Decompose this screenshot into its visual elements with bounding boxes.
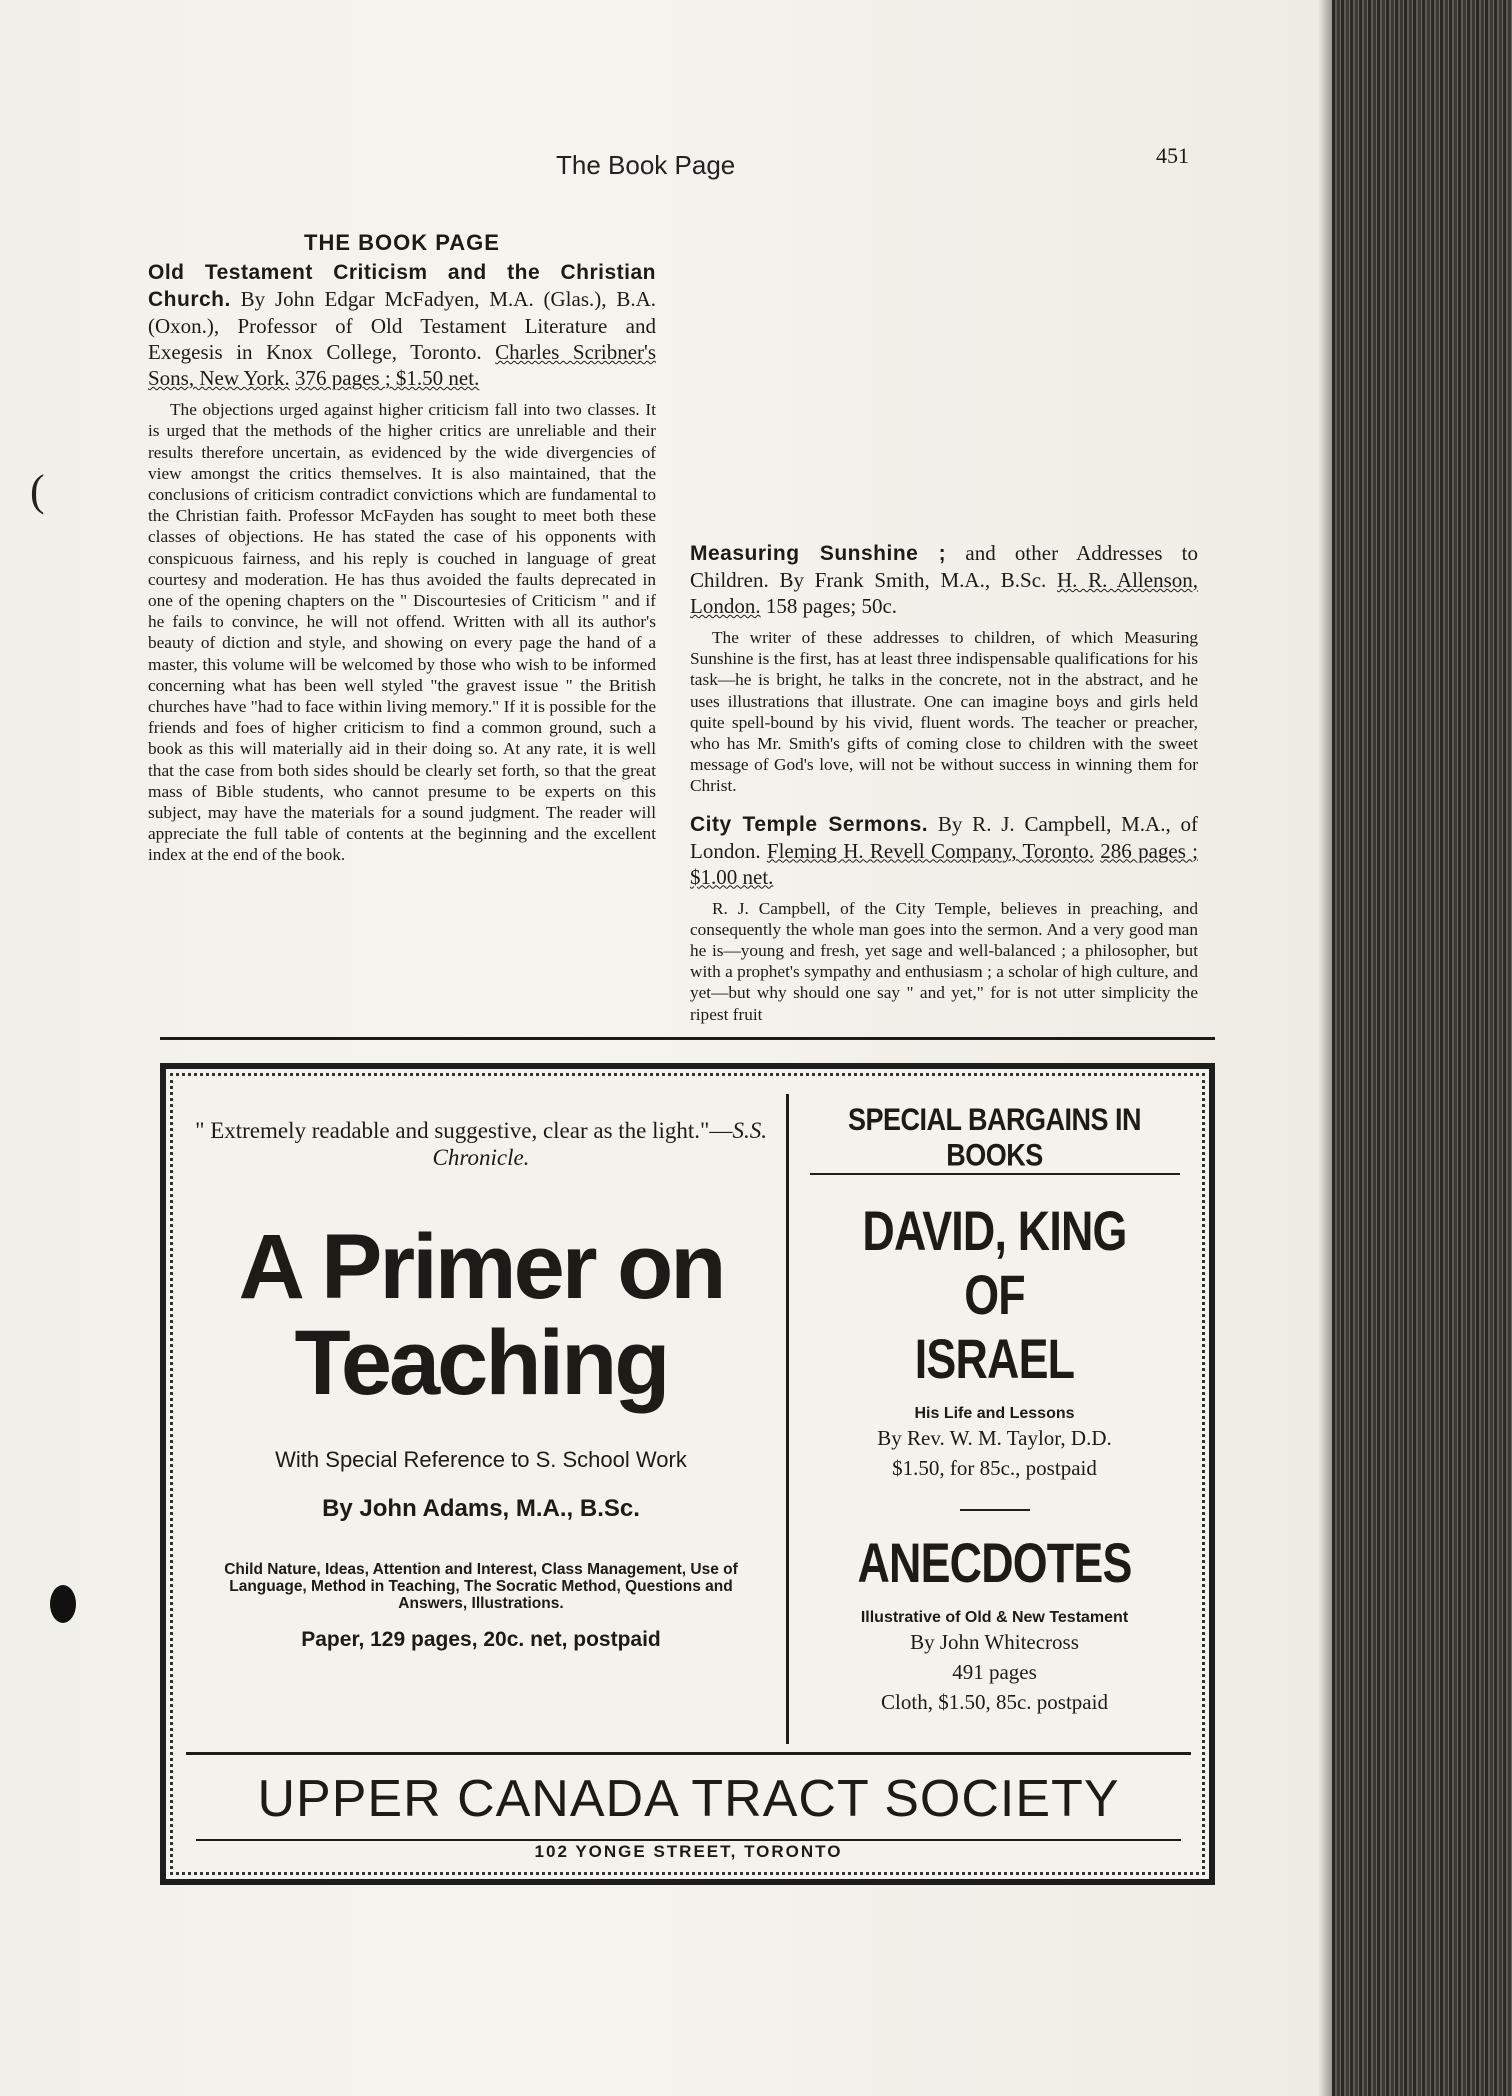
- society-address: 102 YONGE STREET, TORONTO: [534, 1842, 843, 1861]
- book2-price: Cloth, $1.50, 85c. postpaid: [881, 1690, 1108, 1714]
- review-publisher: Charles Scribner's Sons, New York.: [148, 340, 656, 391]
- book2-pages: 491 pages: [952, 1660, 1037, 1684]
- review-details: By John Edgar McFadyen, M.A. (Glas.), B.A. (Oxon.), Professor of Old Testament Literature and Exegesis in Knox College, Toronto.: [148, 287, 657, 365]
- book1-subtitle: His Life and Lessons: [914, 1405, 1075, 1422]
- right-column: [690, 212, 1198, 1039]
- book2-author: By John Whitecross: [910, 1630, 1079, 1654]
- book2-title: ANECDOTES: [857, 1531, 1132, 1594]
- quote-source: S.S. Chronicle.: [432, 1118, 767, 1170]
- book-page-edges: [1332, 0, 1512, 2096]
- review-publisher: Fleming H. Revell Company, Toronto.: [766, 838, 1094, 863]
- book1-title: [841, 1199, 1149, 1391]
- book1-author: By Rev. W. M. Taylor, D.D.: [877, 1426, 1112, 1450]
- book1-title-line-2: ISRAEL: [914, 1327, 1075, 1390]
- primer-title: [186, 1216, 776, 1414]
- primer-ad: [186, 1117, 776, 1652]
- society-underline: [196, 1839, 1181, 1841]
- review-title: Measuring Sunshine ;: [690, 542, 947, 565]
- society-name: UPPER CANADA TRACT SOCIETY: [257, 1770, 1120, 1828]
- review-price: 286 pages ; $1.00 net.: [690, 838, 1199, 889]
- left-column: [148, 232, 656, 880]
- section-title: THE BOOK PAGE: [304, 230, 500, 255]
- book1-price: $1.50, for 85c., postpaid: [892, 1456, 1097, 1480]
- review-price: 158 pages; 50c.: [765, 594, 898, 618]
- review-details: By R. J. Campbell, M.A., of London.: [690, 811, 1199, 863]
- ad-vertical-divider: [786, 1094, 789, 1744]
- review-title: City Temple Sermons.: [690, 812, 929, 836]
- running-head: The Book Page: [556, 150, 736, 180]
- primer-price: Paper, 129 pages, 20c. net, postpaid: [301, 1628, 661, 1651]
- primer-title-line-2: Teaching: [294, 1312, 668, 1414]
- review-heading-2: [690, 540, 1198, 619]
- bargains-ad: [802, 1102, 1187, 1717]
- review-title: Old Testament Criticism and the Christian Church.: [148, 261, 656, 312]
- primer-quote: [186, 1117, 776, 1171]
- review-heading-3: [690, 811, 1198, 890]
- continued-text-spacer: [690, 212, 1198, 540]
- book1-title-line-1: DAVID, KING OF: [862, 1199, 1127, 1326]
- bargains-heading: SPECIAL BARGAINS IN BOOKS: [847, 1102, 1142, 1173]
- page-number: 451: [1156, 143, 1189, 168]
- book2-subtitle: Illustrative of Old & New Testament: [860, 1609, 1129, 1626]
- review-body-1: The objections urged against higher criticism fall into two classes. It is urged that the methods of the higher critics are unreliable and their results therefore uncertain, as evidenced by the wide divergencies of view amongst the critics themselves. It is also maintained, that the conclusions of criticism contradict convictions which are fundamental to the Christian faith. Professor McFayden has sought to meet both these classes of objections. He has stated the case of his opponents with conspicuous fairness, and his reply is couched in language of great courtesy and moderation. He has thus avoided the faults deprecated in one of the opening chapters on the " Discourtesies of Criticism " and if he fails to convince, he will not offend. Written with all its author's beauty of diction and style, and showing on every page the hand of a master, this volume will be welcomed by those who wish to be informed concerning what has been well styled "the gravest issue " the British churches have "had to face within living memory." If it is possible for the friends and foes of higher criticism to find a common ground, such a book as this will materially aid in their doing so. At any rate, it is well that the case from both sides should be clearly set forth, so that the great mass of Bible students, who cannot presume to be experts on this subject, may have the materials for a sound judgment. The reader will appreciate the full table of contents at the beginning and the excellent index at the end of the book.: [148, 400, 656, 865]
- review-price: 376 pages ; $1.50 net.: [295, 366, 480, 391]
- review-publisher: H. R. Allenson, London.: [690, 568, 1198, 618]
- review-body-3: R. J. Campbell, of the City Temple, believes in preaching, and consequently the whole man goes into the sermon. And a very good man he is—young and fresh, yet sage and well-balanced ; a philosopher, but with a prophet's sympathy and enthusiasm ; a scholar of high culture, and yet—but why should one say " and yet," for is not utter simplicity the ripest fruit: [690, 898, 1198, 1024]
- margin-bracket-mark: (: [30, 466, 45, 515]
- primer-author: By John Adams, M.A., B.Sc.: [322, 1495, 640, 1522]
- primer-subtitle: With Special Reference to S. School Work: [275, 1447, 687, 1472]
- column-end-rule: [160, 1037, 1215, 1040]
- ad-horizontal-divider: [186, 1752, 1191, 1755]
- primer-title-line-1: A Primer on: [238, 1216, 724, 1318]
- punch-hole: [50, 1585, 76, 1623]
- review-body-2: The writer of these addresses to children, of which Measuring Sunshine is the first, has at least three indispensable qualifications for his task—he is bright, he talks in the concrete, not in the abstract, and he uses illustrations that illustrate. One can imagine boys and girls held quite spell-bound by his vivid, fluent words. The teacher or preacher, who has Mr. Smith's gifts of coming close to children with the sweet message of God's love, will not be without success in winning them for Christ.: [690, 628, 1198, 796]
- review-heading-1: [148, 259, 656, 391]
- short-rule: [960, 1509, 1030, 1511]
- primer-contents: Child Nature, Ideas, Attention and Interest, Class Management, Use of Language, Method in Teaching, The Socratic Method, Questions and Answers, Illustrations.: [224, 1561, 738, 1612]
- advertisement-box: [160, 1063, 1215, 1885]
- quote-text: " Extremely readable and suggestive, clear as the light."—: [195, 1118, 733, 1143]
- review-details: and other Addresses to Children. By Frank Smith, M.A., B.Sc.: [690, 541, 1199, 592]
